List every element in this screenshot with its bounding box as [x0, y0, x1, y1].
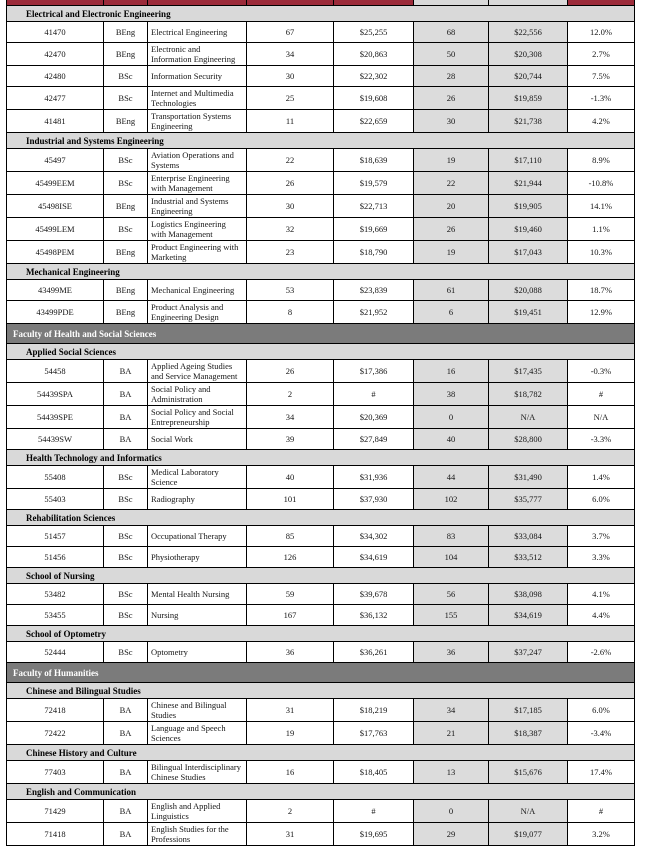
department-header-row [7, 510, 635, 526]
cell-count-a: 167 [247, 605, 334, 626]
cell-salary-b: $17,185 [489, 699, 568, 722]
cell-programme-code: 55408 [7, 466, 104, 489]
cell-salary-a: $34,619 [334, 547, 414, 568]
cell-count-b: 26 [414, 87, 489, 110]
cell-programme-code: 45499LEM [7, 218, 104, 241]
cell-degree: BSc [104, 466, 148, 489]
cell-count-b: 56 [414, 584, 489, 605]
cell-programme-code: 52444 [7, 642, 104, 663]
section-label: Electrical and Electronic Engineering [7, 6, 635, 22]
cell-count-b: 6 [414, 301, 489, 324]
table-row [7, 383, 635, 406]
cell-salary-b: $35,777 [489, 489, 568, 510]
cell-count-a: 25 [247, 87, 334, 110]
cell-programme-name: Industrial and Systems Engineering [148, 195, 247, 218]
table-row [7, 699, 635, 722]
cell-salary-b: $18,387 [489, 722, 568, 745]
cell-pct-change: -1.3% [568, 87, 635, 110]
table-row [7, 280, 635, 301]
cell-count-a: 101 [247, 489, 334, 510]
section-label: Chinese History and Culture [7, 745, 635, 761]
cell-count-a: 59 [247, 584, 334, 605]
table-row [7, 301, 635, 324]
cell-salary-a: $18,790 [334, 241, 414, 264]
cell-programme-name: Electrical Engineering [148, 22, 247, 43]
cell-count-b: 104 [414, 547, 489, 568]
cell-programme-name: Social Policy and Social Entrepreneurship [148, 406, 247, 429]
cell-degree: BA [104, 699, 148, 722]
section-label: Health Technology and Informatics [7, 450, 635, 466]
cell-salary-b: $21,944 [489, 172, 568, 195]
cell-degree: BSc [104, 605, 148, 626]
cell-salary-a: $17,763 [334, 722, 414, 745]
table-row [7, 43, 635, 66]
cell-programme-name: Optometry [148, 642, 247, 663]
cell-degree: BSc [104, 642, 148, 663]
cell-count-a: 2 [247, 383, 334, 406]
cell-programme-name: Social Work [148, 429, 247, 450]
cell-salary-b: $34,619 [489, 605, 568, 626]
cell-count-a: 23 [247, 241, 334, 264]
cell-pct-change: 12.0% [568, 22, 635, 43]
cell-degree: BSc [104, 66, 148, 87]
cell-count-a: 30 [247, 66, 334, 87]
cell-pct-change: -3.4% [568, 722, 635, 745]
section-label: Chinese and Bilingual Studies [7, 683, 635, 699]
cell-salary-a: $20,863 [334, 43, 414, 66]
cell-salary-a: $39,678 [334, 584, 414, 605]
cell-programme-name: Language and Speech Sciences [148, 722, 247, 745]
table-row [7, 195, 635, 218]
cell-count-b: 19 [414, 149, 489, 172]
table-row [7, 584, 635, 605]
cell-pct-change: 4.1% [568, 584, 635, 605]
cell-programme-code: 71429 [7, 800, 104, 823]
cell-count-b: 26 [414, 218, 489, 241]
table-row [7, 800, 635, 823]
cell-pct-change: # [568, 800, 635, 823]
cell-programme-code: 45498PEM [7, 241, 104, 264]
cell-salary-b: $20,744 [489, 66, 568, 87]
cell-count-a: 19 [247, 722, 334, 745]
table-row [7, 642, 635, 663]
cell-pct-change: -2.6% [568, 642, 635, 663]
table-row [7, 360, 635, 383]
cell-count-a: 85 [247, 526, 334, 547]
cell-salary-b: $19,905 [489, 195, 568, 218]
table-row [7, 241, 635, 264]
cell-count-b: 34 [414, 699, 489, 722]
cell-salary-b: $31,490 [489, 466, 568, 489]
cell-programme-name: Logistics Engineering with Management [148, 218, 247, 241]
table-row [7, 66, 635, 87]
cell-degree: BSc [104, 172, 148, 195]
table-row [7, 466, 635, 489]
cell-salary-a: $27,849 [334, 429, 414, 450]
cell-degree: BA [104, 722, 148, 745]
cell-programme-name: Radiography [148, 489, 247, 510]
table-row [7, 761, 635, 784]
department-header-row [7, 568, 635, 584]
cell-degree: BSc [104, 584, 148, 605]
cell-programme-code: 41481 [7, 110, 104, 133]
cell-degree: BEng [104, 301, 148, 324]
cell-salary-b: $38,098 [489, 584, 568, 605]
cell-count-b: 29 [414, 823, 489, 846]
cell-salary-b: $17,043 [489, 241, 568, 264]
cell-count-b: 50 [414, 43, 489, 66]
cell-salary-b: $20,088 [489, 280, 568, 301]
cell-salary-b: $19,859 [489, 87, 568, 110]
cell-degree: BEng [104, 280, 148, 301]
cell-count-b: 68 [414, 22, 489, 43]
department-header-row [7, 683, 635, 699]
cell-programme-name: Bilingual Interdisciplinary Chinese Studies [148, 761, 247, 784]
cell-programme-name: Product Engineering with Marketing [148, 241, 247, 264]
cell-pct-change: 12.9% [568, 301, 635, 324]
cell-programme-code: 43499PDE [7, 301, 104, 324]
cell-count-a: 53 [247, 280, 334, 301]
cell-programme-code: 55403 [7, 489, 104, 510]
cell-salary-a: $19,608 [334, 87, 414, 110]
section-label: Mechanical Engineering [7, 264, 635, 280]
cell-salary-b: $17,435 [489, 360, 568, 383]
cell-programme-name: Physiotherapy [148, 547, 247, 568]
table-row [7, 605, 635, 626]
cell-pct-change: 1.1% [568, 218, 635, 241]
cell-programme-name: Chinese and Bilingual Studies [148, 699, 247, 722]
cell-degree: BSc [104, 489, 148, 510]
cell-count-a: 30 [247, 195, 334, 218]
cell-pct-change: 4.2% [568, 110, 635, 133]
cell-programme-code: 42480 [7, 66, 104, 87]
cell-degree: BEng [104, 195, 148, 218]
cell-programme-code: 45499EEM [7, 172, 104, 195]
section-label: Faculty of Humanities [7, 663, 635, 683]
section-label: Industrial and Systems Engineering [7, 133, 635, 149]
cell-count-b: 13 [414, 761, 489, 784]
cell-programme-name: Occupational Therapy [148, 526, 247, 547]
table-row [7, 489, 635, 510]
table-row [7, 22, 635, 43]
cell-pct-change: 17.4% [568, 761, 635, 784]
cell-pct-change: 14.1% [568, 195, 635, 218]
cell-pct-change: 4.4% [568, 605, 635, 626]
section-label: Applied Social Sciences [7, 344, 635, 360]
cell-pct-change: -0.3% [568, 360, 635, 383]
cell-salary-b: $20,308 [489, 43, 568, 66]
cell-degree: BSc [104, 87, 148, 110]
cell-pct-change: 3.2% [568, 823, 635, 846]
cell-salary-a: $31,936 [334, 466, 414, 489]
cell-programme-name: Nursing [148, 605, 247, 626]
cell-salary-a: $22,713 [334, 195, 414, 218]
cell-salary-b: $22,556 [489, 22, 568, 43]
cell-salary-a: $18,405 [334, 761, 414, 784]
department-header-row [7, 133, 635, 149]
cell-salary-b: $33,512 [489, 547, 568, 568]
cell-pct-change: 6.0% [568, 699, 635, 722]
cell-salary-b: $33,084 [489, 526, 568, 547]
cell-count-a: 39 [247, 429, 334, 450]
cell-salary-a: $17,386 [334, 360, 414, 383]
cell-count-b: 102 [414, 489, 489, 510]
cell-programme-code: 42470 [7, 43, 104, 66]
section-label: School of Optometry [7, 626, 635, 642]
cell-programme-name: Electronic and Information Engineering [148, 43, 247, 66]
cell-degree: BSc [104, 149, 148, 172]
cell-count-b: 0 [414, 406, 489, 429]
cell-degree: BA [104, 800, 148, 823]
table-row [7, 218, 635, 241]
cell-pct-change: 7.5% [568, 66, 635, 87]
cell-pct-change: -10.8% [568, 172, 635, 195]
cell-count-b: 28 [414, 66, 489, 87]
cell-count-b: 36 [414, 642, 489, 663]
cell-programme-code: 45498ISE [7, 195, 104, 218]
cell-programme-name: English Studies for the Professions [148, 823, 247, 846]
cell-salary-a: $20,369 [334, 406, 414, 429]
cell-programme-name: Internet and Multimedia Technologies [148, 87, 247, 110]
cell-salary-a: $23,839 [334, 280, 414, 301]
cell-programme-name: Product Analysis and Engineering Design [148, 301, 247, 324]
cell-salary-a: $21,952 [334, 301, 414, 324]
department-header-row [7, 784, 635, 800]
table-row [7, 429, 635, 450]
department-header-row [7, 344, 635, 360]
department-header-row [7, 264, 635, 280]
table-row [7, 149, 635, 172]
cell-count-b: 61 [414, 280, 489, 301]
cell-programme-code: 77403 [7, 761, 104, 784]
cell-count-a: 40 [247, 466, 334, 489]
department-header-row [7, 450, 635, 466]
cell-salary-b: $37,247 [489, 642, 568, 663]
cell-salary-a: $22,302 [334, 66, 414, 87]
cell-count-a: 26 [247, 172, 334, 195]
cell-salary-a: $25,255 [334, 22, 414, 43]
cell-count-a: 32 [247, 218, 334, 241]
cell-count-a: 34 [247, 43, 334, 66]
cell-programme-code: 72422 [7, 722, 104, 745]
cell-pct-change: 1.4% [568, 466, 635, 489]
faculty-band-row [7, 324, 635, 344]
cell-count-b: 22 [414, 172, 489, 195]
cell-count-a: 22 [247, 149, 334, 172]
section-label: English and Communication [7, 784, 635, 800]
cell-count-a: 67 [247, 22, 334, 43]
department-header-row [7, 626, 635, 642]
cell-programme-code: 51457 [7, 526, 104, 547]
cell-salary-a: $34,302 [334, 526, 414, 547]
table-row [7, 172, 635, 195]
cell-programme-name: Aviation Operations and Systems [148, 149, 247, 172]
cell-count-b: 38 [414, 383, 489, 406]
cell-salary-a: $18,219 [334, 699, 414, 722]
cell-programme-name: English and Applied Linguistics [148, 800, 247, 823]
table-row [7, 547, 635, 568]
table-row [7, 526, 635, 547]
cell-count-a: 26 [247, 360, 334, 383]
table-row [7, 406, 635, 429]
cell-salary-b: $15,676 [489, 761, 568, 784]
cell-pct-change: -3.3% [568, 429, 635, 450]
cell-programme-code: 71418 [7, 823, 104, 846]
cell-salary-b: $19,460 [489, 218, 568, 241]
cell-programme-name: Information Security [148, 66, 247, 87]
cell-programme-code: 42477 [7, 87, 104, 110]
cell-programme-code: 54439SW [7, 429, 104, 450]
cell-count-b: 20 [414, 195, 489, 218]
cell-degree: BA [104, 823, 148, 846]
cell-salary-a: $19,579 [334, 172, 414, 195]
section-label: School of Nursing [7, 568, 635, 584]
department-header-row [7, 6, 635, 22]
cell-programme-name: Enterprise Engineering with Management [148, 172, 247, 195]
cell-programme-name: Social Policy and Administration [148, 383, 247, 406]
cell-programme-code: 45497 [7, 149, 104, 172]
cell-degree: BA [104, 761, 148, 784]
cell-count-b: 0 [414, 800, 489, 823]
cell-salary-b: N/A [489, 406, 568, 429]
cell-degree: BEng [104, 22, 148, 43]
cell-degree: BA [104, 383, 148, 406]
cell-count-b: 44 [414, 466, 489, 489]
cell-count-b: 155 [414, 605, 489, 626]
cell-count-b: 40 [414, 429, 489, 450]
programmes-table [6, 0, 635, 846]
cell-count-a: 11 [247, 110, 334, 133]
cell-salary-a: $36,261 [334, 642, 414, 663]
cell-salary-a: $37,930 [334, 489, 414, 510]
cell-programme-code: 51456 [7, 547, 104, 568]
cell-pct-change: 3.3% [568, 547, 635, 568]
cell-degree: BEng [104, 43, 148, 66]
cell-salary-b: $18,782 [489, 383, 568, 406]
cell-programme-code: 43499ME [7, 280, 104, 301]
table-body [7, 6, 635, 846]
cell-degree: BSc [104, 526, 148, 547]
cell-salary-a: $19,669 [334, 218, 414, 241]
cell-programme-name: Applied Ageing Studies and Service Management [148, 360, 247, 383]
cell-count-b: 30 [414, 110, 489, 133]
cell-programme-name: Medical Laboratory Science [148, 466, 247, 489]
cell-salary-b: $17,110 [489, 149, 568, 172]
section-label: Faculty of Health and Social Sciences [7, 324, 635, 344]
cell-programme-code: 54439SPE [7, 406, 104, 429]
cell-salary-b: $21,738 [489, 110, 568, 133]
cell-programme-name: Transportation Systems Engineering [148, 110, 247, 133]
cell-programme-code: 53455 [7, 605, 104, 626]
cell-salary-b: $19,451 [489, 301, 568, 324]
cell-count-a: 31 [247, 699, 334, 722]
cell-degree: BA [104, 360, 148, 383]
cell-degree: BA [104, 429, 148, 450]
cell-count-a: 36 [247, 642, 334, 663]
table-row [7, 110, 635, 133]
cell-count-b: 83 [414, 526, 489, 547]
cell-programme-code: 54439SPA [7, 383, 104, 406]
cell-pct-change: # [568, 383, 635, 406]
cell-degree: BEng [104, 241, 148, 264]
cell-degree: BA [104, 406, 148, 429]
cell-pct-change: 8.9% [568, 149, 635, 172]
cell-programme-code: 72418 [7, 699, 104, 722]
cell-count-b: 21 [414, 722, 489, 745]
cell-pct-change: 18.7% [568, 280, 635, 301]
cell-pct-change: 3.7% [568, 526, 635, 547]
cell-programme-name: Mechanical Engineering [148, 280, 247, 301]
cell-count-b: 16 [414, 360, 489, 383]
cell-salary-a: $36,132 [334, 605, 414, 626]
cell-count-a: 31 [247, 823, 334, 846]
cell-salary-a: # [334, 800, 414, 823]
cell-count-b: 19 [414, 241, 489, 264]
cell-salary-b: $28,800 [489, 429, 568, 450]
cell-pct-change: 2.7% [568, 43, 635, 66]
cell-count-a: 126 [247, 547, 334, 568]
department-header-row [7, 745, 635, 761]
cell-degree: BEng [104, 110, 148, 133]
cell-salary-a: $18,639 [334, 149, 414, 172]
table-row [7, 87, 635, 110]
table-row [7, 823, 635, 846]
cell-programme-code: 41470 [7, 22, 104, 43]
cell-pct-change: N/A [568, 406, 635, 429]
cell-count-a: 2 [247, 800, 334, 823]
faculty-band-row [7, 663, 635, 683]
cell-salary-a: $22,659 [334, 110, 414, 133]
section-label: Rehabilitation Sciences [7, 510, 635, 526]
cell-programme-name: Mental Health Nursing [148, 584, 247, 605]
cell-count-a: 8 [247, 301, 334, 324]
cell-degree: BSc [104, 547, 148, 568]
cell-programme-code: 53482 [7, 584, 104, 605]
cell-pct-change: 10.3% [568, 241, 635, 264]
cell-programme-code: 54458 [7, 360, 104, 383]
cell-degree: BSc [104, 218, 148, 241]
cell-salary-b: N/A [489, 800, 568, 823]
cell-count-a: 16 [247, 761, 334, 784]
cell-salary-a: $19,695 [334, 823, 414, 846]
cell-salary-a: # [334, 383, 414, 406]
table-row [7, 722, 635, 745]
cell-salary-b: $19,077 [489, 823, 568, 846]
cell-count-a: 34 [247, 406, 334, 429]
cell-pct-change: 6.0% [568, 489, 635, 510]
